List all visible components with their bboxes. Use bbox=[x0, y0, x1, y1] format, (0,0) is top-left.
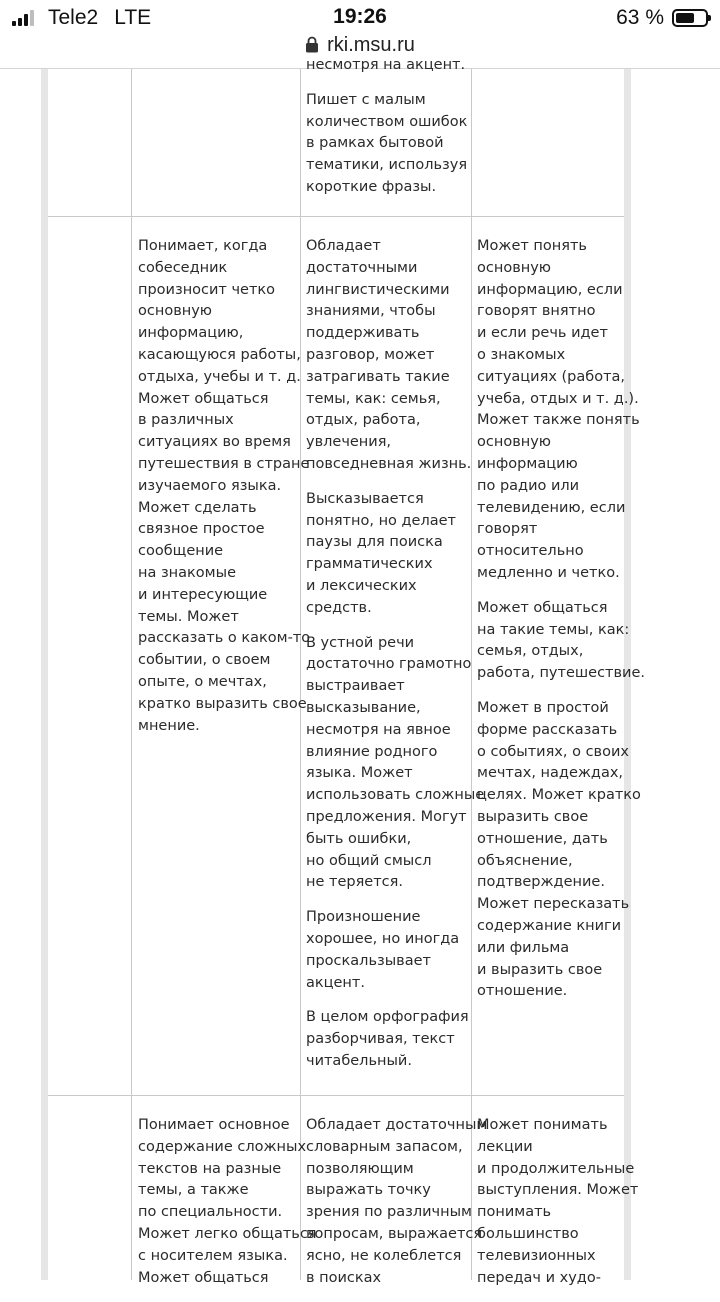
battery-fill bbox=[676, 13, 694, 23]
paragraph: В целом орфография разборчивая, текст читабельный. bbox=[306, 1009, 469, 1069]
b2-col2 bbox=[306, 1115, 487, 1302]
paragraph: В устной речи достаточно грамотно выстраивает высказывание, несмотря на явное влияние родного языка. Может использовать сложные предложения. Могут быть ошибки, но общий смысл не теряется. bbox=[306, 634, 485, 891]
paragraph: Может понять основную информацию, если говорят внятно и если речь идет о знакомых ситуациях (работа, учеба, отдых и т. д.). Может также понять основную информацию по радио или телевидению, если говорят относительно медленно и четко. bbox=[477, 238, 640, 581]
battery-percent: 63 % bbox=[616, 6, 664, 29]
status-right bbox=[616, 6, 708, 30]
paragraph: Пишет с малым количеством ошибок в рамках бытовой тематики, используя короткие фразы. bbox=[306, 91, 468, 195]
carrier-name: Tele2 bbox=[48, 6, 99, 29]
paragraph: Понимает основное содержание сложных текстов на разные темы, а также по специальности. Может легко общаться с носителем языка. Может общаться bbox=[138, 1117, 317, 1286]
paragraph: Может понимать лекции и продолжительные выступления. Может понимать большинство телевизионных передач и худо- bbox=[477, 1117, 639, 1286]
paragraph: Обладает достаточным словарным запасом, позволяющим выражать точку зрения по различным вопросам, выражается ясно, не колеблется в поисках bbox=[306, 1117, 488, 1286]
status-bar bbox=[0, 0, 720, 36]
paragraph: Высказывается понятно, но делает паузы для поиска грамматических и лексических средств. bbox=[306, 490, 456, 616]
paragraph: Обладает достаточными лингвистическими знаниями, чтобы поддерживать разговор, может затрагивать такие темы, как: семья, отдых, работа, увлечения, повседневная жизнь. bbox=[306, 238, 472, 472]
row-divider bbox=[48, 1095, 624, 1096]
text-line: несмотря на акцент. bbox=[306, 57, 466, 73]
page-content[interactable] bbox=[0, 57, 720, 1286]
paragraph: Может в простой форме рассказать о событиях, о своих мечтах, надеждах, целях. Может кратко выразить свое отношение, дать объяснение, подтверждение. Может пересказать содержание книги или фильма и выразить свое отношение. bbox=[477, 699, 641, 1000]
table-frame-left bbox=[41, 69, 48, 1280]
network-type: LTE bbox=[114, 6, 152, 29]
paragraph: Может общаться на такие темы, как: семья, отдых, работа, путешествие. bbox=[477, 599, 645, 682]
paragraph: Понимает, когда собеседник произносит четко основную информацию, касающуюся работы, отдыха, учебы и т. д. Может общаться в различных ситуациях во время путешествия в стране изучаемого языка. Может сделать связное простое сообщение на знакомые и интересующие темы. Может рассказать о каком-то событии, о своем опыте, о мечтах, кратко выразить свое мнение. bbox=[138, 238, 311, 734]
b1-col3 bbox=[477, 236, 645, 1016]
column-divider bbox=[131, 69, 132, 1280]
b1-col1 bbox=[138, 236, 310, 750]
row-divider bbox=[48, 216, 624, 217]
url-text[interactable]: rki.msu.ru bbox=[327, 34, 415, 56]
clock: 19:26 bbox=[333, 5, 387, 28]
b1-col2 bbox=[306, 236, 484, 1086]
b2-col3 bbox=[477, 1115, 638, 1302]
top-row-col2 bbox=[306, 55, 467, 212]
battery-icon bbox=[672, 9, 708, 27]
paragraph: Произношение хорошее, но иногда проскальзывает акцент. bbox=[306, 909, 460, 991]
b2-col1 bbox=[138, 1115, 317, 1302]
